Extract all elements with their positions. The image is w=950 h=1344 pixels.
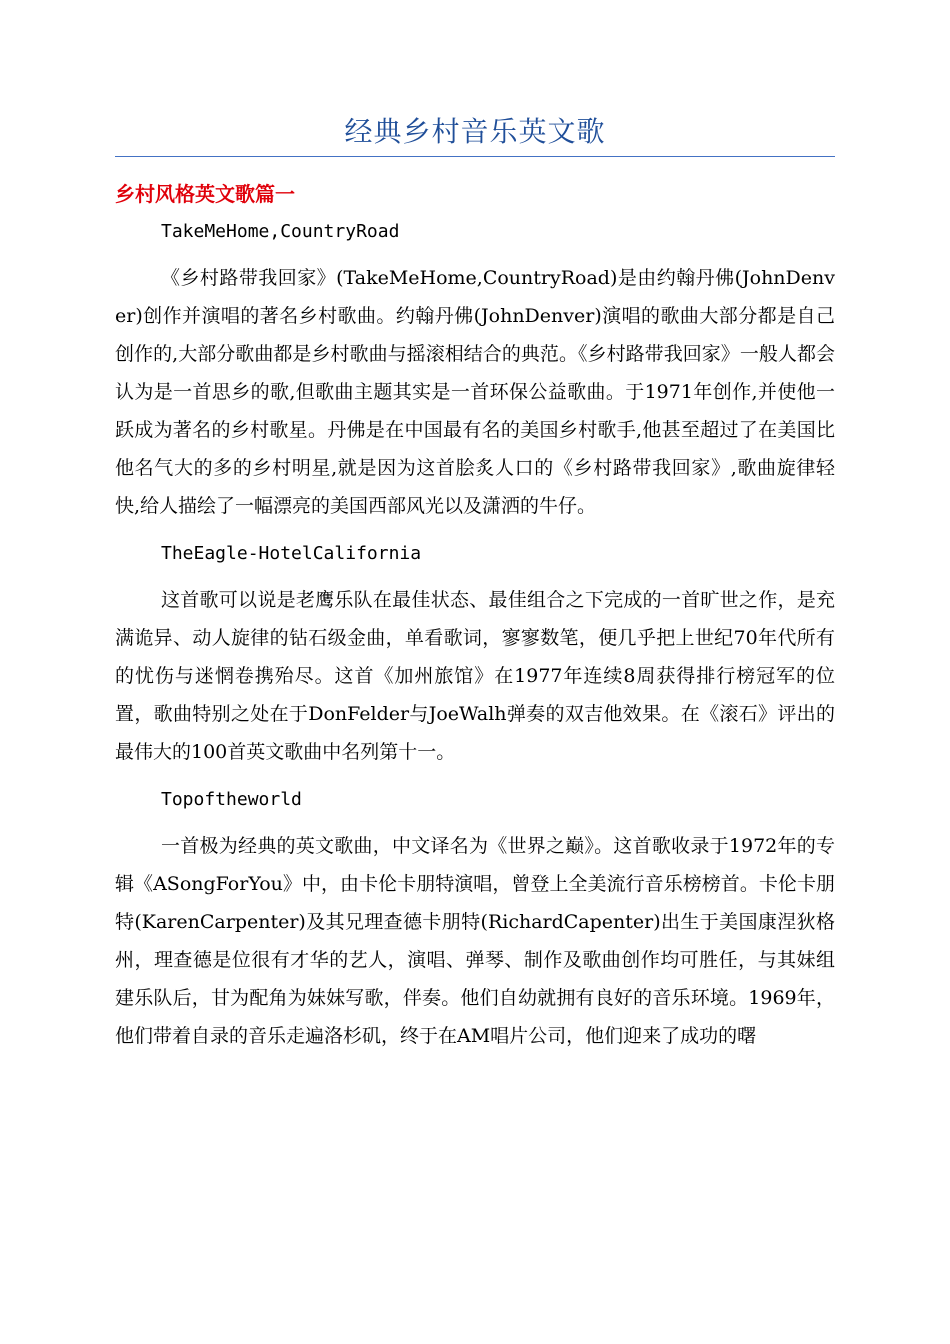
song-title: TakeMeHome,CountryRoad: [161, 221, 400, 242]
section-heading: 乡村风格英文歌篇一: [115, 182, 295, 206]
song-title: TheEagle-HotelCalifornia: [161, 543, 422, 564]
song-title: Topoftheworld: [161, 789, 302, 810]
song-entry: [115, 541, 835, 771]
title-underline: [115, 156, 835, 157]
song-description: 《乡村路带我回家》(TakeMeHome,CountryRoad)是由约翰丹佛(JohnDenver)创作并演唱的著名乡村歌曲。约翰丹佛(JohnDenver)演唱的歌曲大部分都是自己创作的,大部分歌曲都是乡村歌曲与摇滚相结合的典范。《乡村路带我回家》一般人都会认为是一首思乡的歌,但歌曲主题其实是一首环保公益歌曲。于1971年创作,并使他一跃成为著名的乡村歌星。丹佛是在中国最有名的美国乡村歌手,他甚至超过了在美国比他名气大的多的乡村明星,就是因为这首脍炙人口的《乡村路带我回家》,歌曲旋律轻快,给人描绘了一幅漂亮的美国西部风光以及潇洒的牛仔。: [115, 267, 835, 517]
document-title: 经典乡村音乐英文歌: [344, 115, 606, 148]
song-description: 这首歌可以说是老鹰乐队在最佳状态、最佳组合之下完成的一首旷世之作，是充满诡异、动人旋律的钻石级金曲，单看歌词，寥寥数笔，便几乎把上世纪70年代所有的忧伤与迷惘卷携殆尽。这首《加州旅馆》在1977年连续8周获得排行榜冠军的位置，歌曲特别之处在于DonFelder与JoeWalh弹奏的双吉他效果。在《滚石》评出的最伟大的100首英文歌曲中名列第十一。: [115, 589, 835, 763]
song-entry: [115, 787, 835, 1055]
song-description: 一首极为经典的英文歌曲，中文译名为《世界之巅》。这首歌收录于1972年的专辑《ASongForYou》中，由卡伦卡朋特演唱，曾登上全美流行音乐榜榜首。卡伦卡朋特(KarenCarpenter)及其兄理查德卡朋特(RichardCapenter)出生于美国康涅狄格州，理查德是位很有才华的艺人，演唱、弹琴、制作及歌曲创作均可胜任，与其妹组建乐队后，甘为配角为妹妹写歌，伴奏。他们自幼就拥有良好的音乐环境。1969年，他们带着自录的音乐走遍洛杉矶，终于在AM唱片公司，他们迎来了成功的曙: [115, 835, 835, 1047]
song-entry: [115, 219, 835, 525]
